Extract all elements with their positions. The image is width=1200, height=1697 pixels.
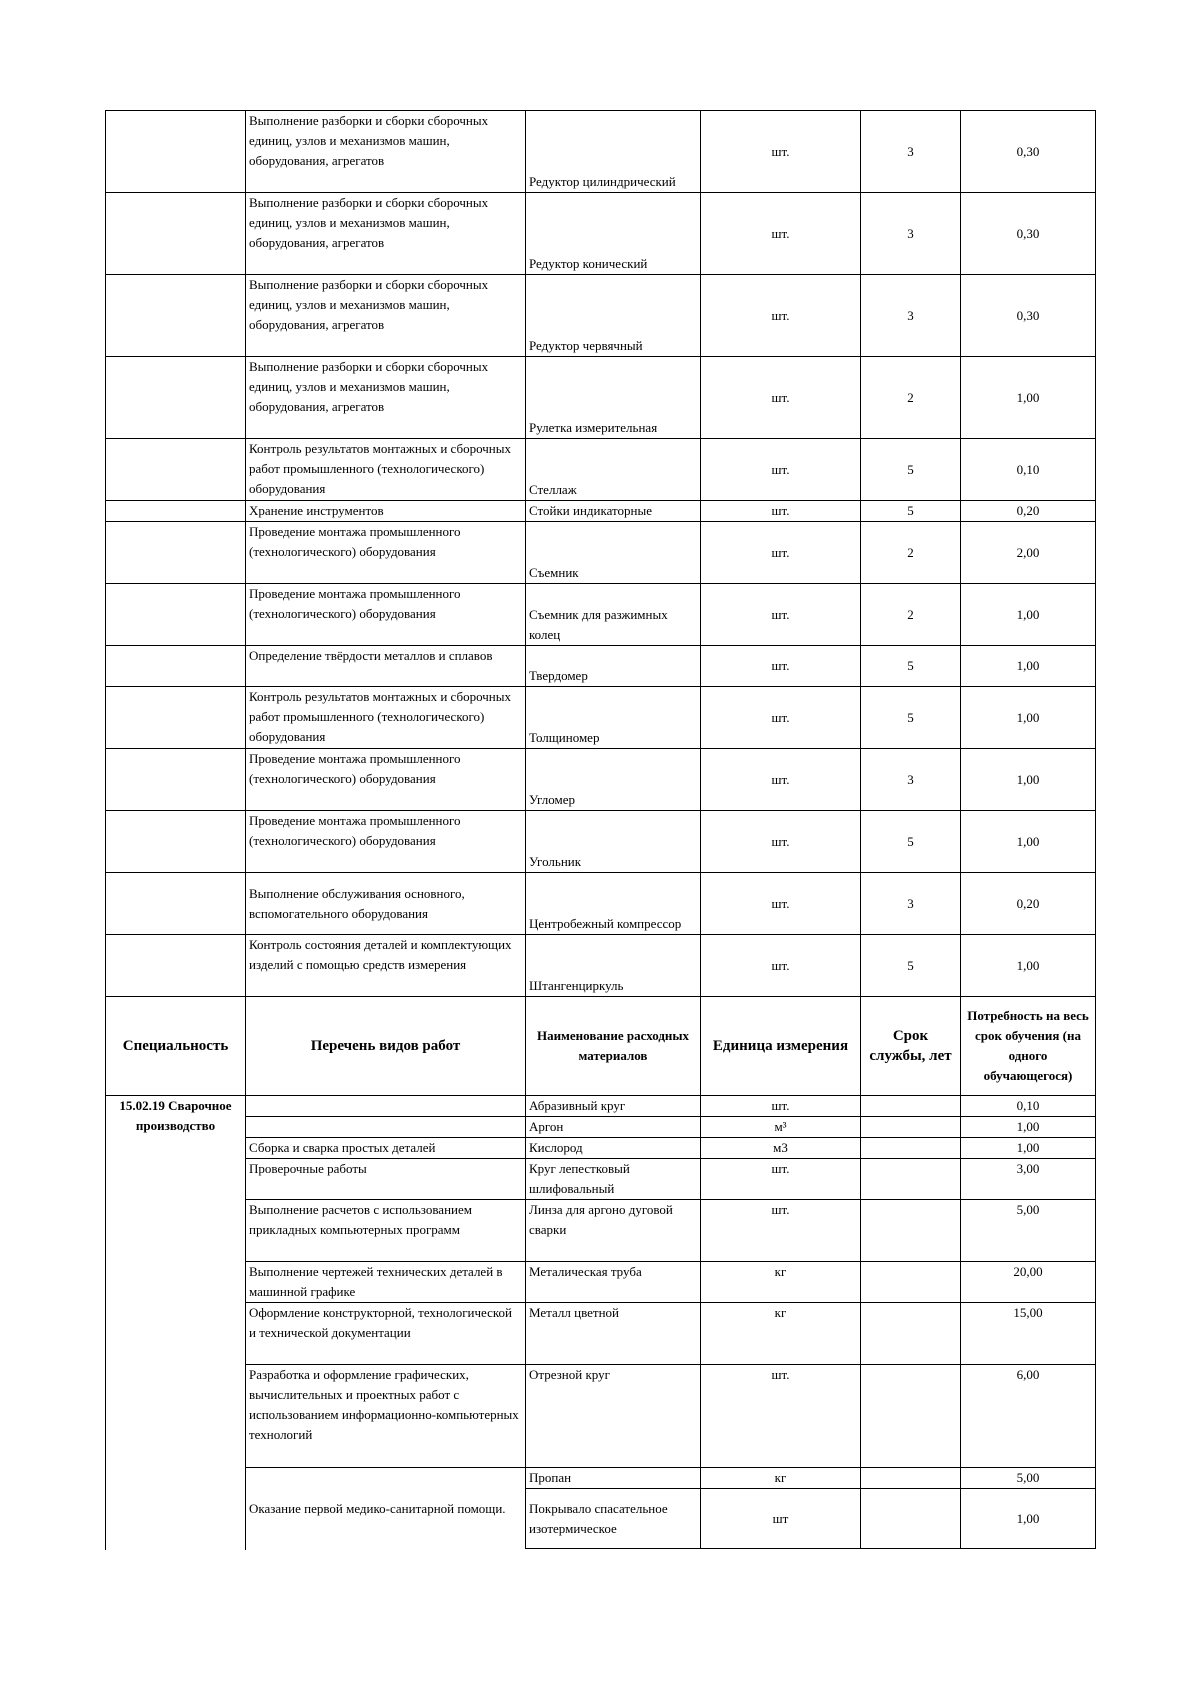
item-cell: Угольник — [526, 811, 701, 873]
header-materials: Наименование расходных материалов — [526, 997, 701, 1096]
item-cell: Рулетка измерительная — [526, 357, 701, 439]
item-cell: Редуктор цилиндрический — [526, 111, 701, 193]
work-cell — [246, 1096, 526, 1117]
table-row — [106, 439, 1096, 501]
need-cell: 15,00 — [961, 1303, 1096, 1365]
unit-cell: шт. — [701, 111, 861, 193]
specialty-cell — [106, 873, 246, 935]
table-row — [106, 1138, 1096, 1159]
unit-cell: шт. — [701, 873, 861, 935]
work-cell: Хранение инструментов — [246, 501, 526, 522]
life-cell: 5 — [861, 811, 961, 873]
item-cell: Толщиномер — [526, 687, 701, 749]
unit-cell: шт. — [701, 439, 861, 501]
item-cell: Угломер — [526, 749, 701, 811]
table-row — [106, 584, 1096, 646]
need-cell: 0,10 — [961, 439, 1096, 501]
item-cell: Съемник для разжимных колец — [526, 584, 701, 646]
work-cell: Выполнение чертежей технических деталей в машинной графике — [246, 1262, 526, 1303]
table-row — [106, 501, 1096, 522]
item-cell: Штангенциркуль — [526, 935, 701, 997]
item-cell: Отрезной круг — [526, 1365, 701, 1468]
item-cell: Съемник — [526, 522, 701, 584]
table-row — [106, 357, 1096, 439]
item-cell: Редуктор червячный — [526, 275, 701, 357]
life-cell: 3 — [861, 111, 961, 193]
life-cell: 2 — [861, 522, 961, 584]
specialty-cell — [106, 357, 246, 439]
item-cell: Стеллаж — [526, 439, 701, 501]
need-cell: 1,00 — [961, 935, 1096, 997]
life-cell: 2 — [861, 357, 961, 439]
need-cell: 1,00 — [961, 646, 1096, 687]
need-cell: 0,10 — [961, 1096, 1096, 1117]
specialty-cell — [106, 439, 246, 501]
work-cell: Выполнение расчетов с использованием прикладных компьютерных программ — [246, 1200, 526, 1262]
table-row — [106, 646, 1096, 687]
life-cell: 5 — [861, 501, 961, 522]
work-cell: Оформление конструкторной, технологической и технической документации — [246, 1303, 526, 1365]
life-cell — [861, 1489, 961, 1549]
unit-cell: шт. — [701, 193, 861, 275]
life-cell — [861, 1117, 961, 1138]
need-cell: 1,00 — [961, 749, 1096, 811]
work-cell: Контроль результатов монтажных и сборочных работ промышленного (технологического) оборудования — [246, 439, 526, 501]
table-header-row — [106, 997, 1096, 1096]
need-cell: 0,30 — [961, 275, 1096, 357]
specialty-name: 15.02.19 Сварочное производство — [106, 1096, 246, 1550]
specialty-cell — [106, 584, 246, 646]
need-cell: 5,00 — [961, 1468, 1096, 1489]
work-cell: Разработка и оформление графических, вычислительных и проектных работ с использованием информационно-компьютерных технологий — [246, 1365, 526, 1468]
life-cell — [861, 1303, 961, 1365]
life-cell: 2 — [861, 584, 961, 646]
life-cell — [861, 1138, 961, 1159]
life-cell: 3 — [861, 873, 961, 935]
specialty-cell — [106, 275, 246, 357]
table-row — [106, 275, 1096, 357]
table-row — [106, 1468, 1096, 1489]
item-cell: Аргон — [526, 1117, 701, 1138]
need-cell: 0,30 — [961, 193, 1096, 275]
life-cell — [861, 1159, 961, 1200]
item-cell: Линза для аргоно дуговой сварки — [526, 1200, 701, 1262]
unit-cell: шт. — [701, 646, 861, 687]
need-cell: 6,00 — [961, 1365, 1096, 1468]
table-row — [106, 1117, 1096, 1138]
unit-cell: м³ — [701, 1117, 861, 1138]
specialty-cell — [106, 193, 246, 275]
unit-cell: шт. — [701, 687, 861, 749]
life-cell — [861, 1262, 961, 1303]
header-life: Срок службы, лет — [861, 997, 961, 1096]
life-cell — [861, 1200, 961, 1262]
table-row — [106, 522, 1096, 584]
item-cell: Круг лепестковый шлифовальный — [526, 1159, 701, 1200]
unit-cell: шт — [701, 1489, 861, 1549]
materials-table — [105, 110, 1096, 1549]
work-cell: Выполнение разборки и сборки сборочных единиц, узлов и механизмов машин, оборудования, агрегатов — [246, 193, 526, 275]
table-row — [106, 749, 1096, 811]
specialty-cell — [106, 646, 246, 687]
unit-cell: шт. — [701, 357, 861, 439]
specialty-cell — [106, 811, 246, 873]
item-cell: Кислород — [526, 1138, 701, 1159]
specialty-cell — [106, 749, 246, 811]
need-cell: 20,00 — [961, 1262, 1096, 1303]
work-cell: Проведение монтажа промышленного (технологического) оборудования — [246, 811, 526, 873]
unit-cell: шт. — [701, 1365, 861, 1468]
life-cell: 3 — [861, 193, 961, 275]
work-cell: Оказание первой медико-санитарной помощи. — [246, 1468, 526, 1550]
life-cell — [861, 1096, 961, 1117]
specialty-cell — [106, 522, 246, 584]
need-cell: 0,20 — [961, 873, 1096, 935]
table-bottom-edge — [526, 1549, 1096, 1550]
work-cell: Проведение монтажа промышленного (технологического) оборудования — [246, 584, 526, 646]
item-cell: Стойки индикаторные — [526, 501, 701, 522]
item-cell: Покрывало спасательное изотермическое — [526, 1489, 701, 1549]
item-cell: Центробежный компрессор — [526, 873, 701, 935]
work-cell: Проведение монтажа промышленного (технологического) оборудования — [246, 522, 526, 584]
life-cell: 5 — [861, 935, 961, 997]
table-row — [106, 1200, 1096, 1262]
need-cell: 0,30 — [961, 111, 1096, 193]
need-cell: 0,20 — [961, 501, 1096, 522]
unit-cell: шт. — [701, 1200, 861, 1262]
need-cell: 1,00 — [961, 1138, 1096, 1159]
specialty-cell — [106, 501, 246, 522]
table-row — [106, 873, 1096, 935]
life-cell — [861, 1365, 961, 1468]
specialty-cell — [106, 111, 246, 193]
work-cell: Выполнение разборки и сборки сборочных единиц, узлов и механизмов машин, оборудования, агрегатов — [246, 357, 526, 439]
need-cell: 3,00 — [961, 1159, 1096, 1200]
unit-cell: шт. — [701, 1159, 861, 1200]
table-row — [106, 1096, 1096, 1117]
need-cell: 1,00 — [961, 584, 1096, 646]
item-cell: Пропан — [526, 1468, 701, 1489]
need-cell: 1,00 — [961, 357, 1096, 439]
work-cell: Контроль результатов монтажных и сборочных работ промышленного (технологического) оборудования — [246, 687, 526, 749]
item-cell: Металическая труба — [526, 1262, 701, 1303]
item-cell: Редуктор конический — [526, 193, 701, 275]
unit-cell: шт. — [701, 584, 861, 646]
unit-cell: м3 — [701, 1138, 861, 1159]
need-cell: 2,00 — [961, 522, 1096, 584]
life-cell: 3 — [861, 275, 961, 357]
unit-cell: шт. — [701, 275, 861, 357]
life-cell: 3 — [861, 749, 961, 811]
work-cell: Сборка и сварка простых деталей — [246, 1138, 526, 1159]
unit-cell: шт. — [701, 522, 861, 584]
work-cell: Проведение монтажа промышленного (технологического) оборудования — [246, 749, 526, 811]
need-cell: 1,00 — [961, 1117, 1096, 1138]
table-row — [106, 1365, 1096, 1468]
table-row — [106, 687, 1096, 749]
item-cell: Твердомер — [526, 646, 701, 687]
unit-cell: шт. — [701, 749, 861, 811]
table-row — [106, 1262, 1096, 1303]
document-page — [105, 110, 1096, 1549]
work-cell: Определение твёрдости металлов и сплавов — [246, 646, 526, 687]
item-cell: Абразивный круг — [526, 1096, 701, 1117]
need-cell: 1,00 — [961, 811, 1096, 873]
unit-cell: шт. — [701, 811, 861, 873]
specialty-cell — [106, 935, 246, 997]
header-need: Потребность на весь срок обучения (на одного обучающегося) — [961, 997, 1096, 1096]
life-cell — [861, 1468, 961, 1489]
header-specialty: Специальность — [106, 997, 246, 1096]
work-cell: Проверочные работы — [246, 1159, 526, 1200]
unit-cell: кг — [701, 1262, 861, 1303]
unit-cell: шт. — [701, 501, 861, 522]
table-row — [106, 1159, 1096, 1200]
life-cell: 5 — [861, 687, 961, 749]
unit-cell: шт. — [701, 935, 861, 997]
work-cell — [246, 1117, 526, 1138]
life-cell: 5 — [861, 646, 961, 687]
work-cell: Выполнение разборки и сборки сборочных единиц, узлов и механизмов машин, оборудования, агрегатов — [246, 111, 526, 193]
work-cell: Выполнение разборки и сборки сборочных единиц, узлов и механизмов машин, оборудования, агрегатов — [246, 275, 526, 357]
unit-cell: кг — [701, 1468, 861, 1489]
need-cell: 1,00 — [961, 687, 1096, 749]
life-cell: 5 — [861, 439, 961, 501]
table-row — [106, 935, 1096, 997]
table-row — [106, 111, 1096, 193]
work-cell: Контроль состояния деталей и комплектующих изделий с помощью средств измерения — [246, 935, 526, 997]
table-row — [106, 193, 1096, 275]
unit-cell: шт. — [701, 1096, 861, 1117]
need-cell: 1,00 — [961, 1489, 1096, 1549]
header-unit: Единица измерения — [701, 997, 861, 1096]
specialty-cell — [106, 687, 246, 749]
table-row — [106, 811, 1096, 873]
table-row — [106, 1303, 1096, 1365]
unit-cell: кг — [701, 1303, 861, 1365]
item-cell: Металл цветной — [526, 1303, 701, 1365]
work-cell: Выполнение обслуживания основного, вспомогательного оборудования — [246, 873, 526, 935]
header-works: Перечень видов работ — [246, 997, 526, 1096]
need-cell: 5,00 — [961, 1200, 1096, 1262]
